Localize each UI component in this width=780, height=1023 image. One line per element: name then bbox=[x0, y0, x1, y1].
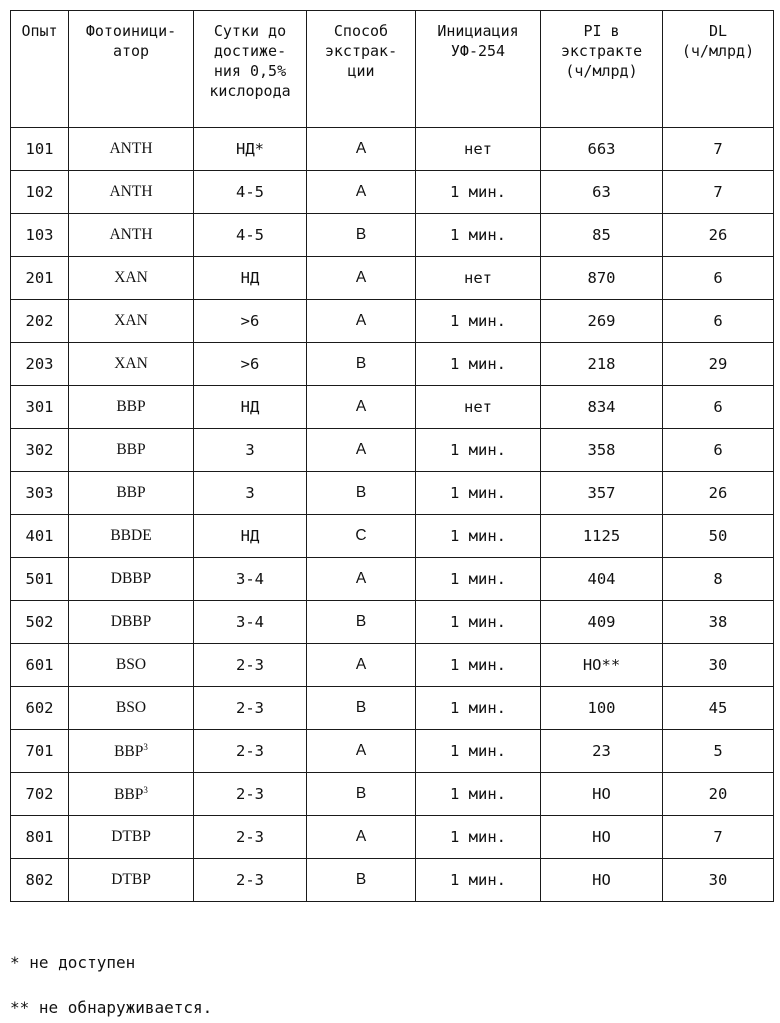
photoinitiator-footnote-ref: 3 bbox=[143, 741, 148, 752]
cell-dl: 26 bbox=[663, 214, 774, 257]
cell-dl: 30 bbox=[663, 644, 774, 687]
cell-method: C bbox=[307, 515, 416, 558]
table-row bbox=[11, 171, 774, 214]
cell-run: 203 bbox=[11, 343, 69, 386]
cell-days: 2-3 bbox=[194, 730, 307, 773]
cell-photoinitiator bbox=[69, 300, 194, 343]
cell-photoinitiator bbox=[69, 386, 194, 429]
cell-photoinitiator bbox=[69, 343, 194, 386]
cell-uv-initiation: 1 мин. bbox=[416, 816, 541, 859]
cell-pi: 23 bbox=[541, 730, 663, 773]
table-row bbox=[11, 687, 774, 730]
header-days-to-oxygen: Сутки до достиже- ния 0,5% кислорода bbox=[194, 11, 307, 128]
table-row bbox=[11, 386, 774, 429]
photoinitiator-name: ANTH bbox=[109, 226, 153, 243]
cell-pi: 663 bbox=[541, 128, 663, 171]
table-row bbox=[11, 773, 774, 816]
cell-uv-initiation: нет bbox=[416, 257, 541, 300]
cell-pi: 1125 bbox=[541, 515, 663, 558]
cell-uv-initiation: 1 мин. bbox=[416, 300, 541, 343]
photoinitiator-footnote-ref: 3 bbox=[143, 784, 148, 795]
cell-photoinitiator bbox=[69, 687, 194, 730]
cell-dl: 29 bbox=[663, 343, 774, 386]
cell-days: >6 bbox=[194, 300, 307, 343]
cell-uv-initiation: 1 мин. bbox=[416, 687, 541, 730]
cell-pi: 404 bbox=[541, 558, 663, 601]
cell-method: A bbox=[307, 644, 416, 687]
photoinitiator-name: XAN bbox=[114, 269, 148, 286]
cell-pi: 870 bbox=[541, 257, 663, 300]
table-body bbox=[11, 128, 774, 902]
photoinitiator-name: XAN bbox=[114, 312, 148, 329]
cell-pi: 85 bbox=[541, 214, 663, 257]
cell-uv-initiation: 1 мин. bbox=[416, 343, 541, 386]
cell-method: A bbox=[307, 816, 416, 859]
cell-uv-initiation: 1 мин. bbox=[416, 859, 541, 902]
table-row bbox=[11, 214, 774, 257]
cell-run: 301 bbox=[11, 386, 69, 429]
cell-pi: НО** bbox=[541, 644, 663, 687]
cell-run: 801 bbox=[11, 816, 69, 859]
cell-dl: 6 bbox=[663, 429, 774, 472]
cell-method: B bbox=[307, 859, 416, 902]
cell-pi: 218 bbox=[541, 343, 663, 386]
table-row bbox=[11, 343, 774, 386]
cell-days: 4-5 bbox=[194, 214, 307, 257]
cell-photoinitiator bbox=[69, 558, 194, 601]
header-row bbox=[11, 11, 774, 128]
cell-pi: 100 bbox=[541, 687, 663, 730]
table-row bbox=[11, 257, 774, 300]
cell-pi: НО bbox=[541, 773, 663, 816]
cell-method: A bbox=[307, 386, 416, 429]
cell-dl: 30 bbox=[663, 859, 774, 902]
footnote-not-detected: ** не обнаруживается. bbox=[10, 998, 213, 1017]
cell-uv-initiation: 1 мин. bbox=[416, 773, 541, 816]
cell-dl: 6 bbox=[663, 386, 774, 429]
cell-days: >6 bbox=[194, 343, 307, 386]
table-row bbox=[11, 644, 774, 687]
header-run: Опыт bbox=[11, 11, 69, 128]
cell-run: 103 bbox=[11, 214, 69, 257]
cell-run: 502 bbox=[11, 601, 69, 644]
photoinitiator-name: BBP bbox=[116, 398, 146, 415]
data-table bbox=[10, 10, 774, 902]
cell-dl: 7 bbox=[663, 171, 774, 214]
photoinitiator-name: BSO bbox=[115, 699, 147, 716]
photoinitiator-name: BBP bbox=[116, 484, 146, 501]
cell-photoinitiator bbox=[69, 859, 194, 902]
cell-run: 401 bbox=[11, 515, 69, 558]
cell-method: A bbox=[307, 429, 416, 472]
cell-run: 101 bbox=[11, 128, 69, 171]
photoinitiator-name: BBP bbox=[114, 785, 144, 803]
cell-uv-initiation: 1 мин. bbox=[416, 644, 541, 687]
table-row bbox=[11, 601, 774, 644]
cell-days: 2-3 bbox=[194, 687, 307, 730]
cell-uv-initiation: нет bbox=[416, 128, 541, 171]
cell-method: B bbox=[307, 601, 416, 644]
table-row bbox=[11, 472, 774, 515]
photoinitiator-name: DTBP bbox=[111, 828, 151, 845]
cell-photoinitiator bbox=[69, 214, 194, 257]
photoinitiator-name: XAN bbox=[114, 355, 148, 372]
cell-method: A bbox=[307, 300, 416, 343]
cell-days: НД bbox=[194, 257, 307, 300]
photoinitiator-name: BSO bbox=[115, 656, 147, 673]
cell-dl: 7 bbox=[663, 816, 774, 859]
cell-method: B bbox=[307, 343, 416, 386]
cell-pi: 834 bbox=[541, 386, 663, 429]
cell-pi: НО bbox=[541, 859, 663, 902]
photoinitiator-name: ANTH bbox=[109, 183, 153, 200]
cell-photoinitiator bbox=[69, 644, 194, 687]
photoinitiator-name: ANTH bbox=[109, 140, 153, 157]
table-row bbox=[11, 429, 774, 472]
table-row bbox=[11, 859, 774, 902]
cell-days: 3-4 bbox=[194, 558, 307, 601]
cell-photoinitiator bbox=[69, 601, 194, 644]
cell-photoinitiator bbox=[69, 429, 194, 472]
cell-photoinitiator bbox=[69, 128, 194, 171]
cell-run: 102 bbox=[11, 171, 69, 214]
cell-uv-initiation: 1 мин. bbox=[416, 601, 541, 644]
cell-method: B bbox=[307, 773, 416, 816]
cell-days: 2-3 bbox=[194, 644, 307, 687]
header-uv-initiation: Инициация УФ-254 bbox=[416, 11, 541, 128]
cell-photoinitiator bbox=[69, 472, 194, 515]
cell-dl: 6 bbox=[663, 300, 774, 343]
cell-run: 303 bbox=[11, 472, 69, 515]
header-extraction-method: Способ экстрак- ции bbox=[307, 11, 416, 128]
cell-run: 602 bbox=[11, 687, 69, 730]
header-dl: DL (ч/млрд) bbox=[663, 11, 774, 128]
cell-photoinitiator bbox=[69, 515, 194, 558]
cell-pi: НО bbox=[541, 816, 663, 859]
photoinitiator-name: DBBP bbox=[110, 570, 152, 587]
cell-photoinitiator bbox=[69, 171, 194, 214]
cell-dl: 26 bbox=[663, 472, 774, 515]
cell-pi: 357 bbox=[541, 472, 663, 515]
table-row bbox=[11, 558, 774, 601]
header-pi-in-extract: PI в экстракте (ч/млрд) bbox=[541, 11, 663, 128]
cell-days: НД bbox=[194, 515, 307, 558]
cell-method: B bbox=[307, 687, 416, 730]
table-row bbox=[11, 300, 774, 343]
cell-method: B bbox=[307, 214, 416, 257]
cell-photoinitiator bbox=[69, 816, 194, 859]
cell-pi: 409 bbox=[541, 601, 663, 644]
cell-uv-initiation: 1 мин. bbox=[416, 558, 541, 601]
cell-method: A bbox=[307, 730, 416, 773]
cell-days: 3 bbox=[194, 472, 307, 515]
cell-run: 201 bbox=[11, 257, 69, 300]
cell-run: 601 bbox=[11, 644, 69, 687]
cell-photoinitiator bbox=[69, 257, 194, 300]
cell-dl: 6 bbox=[663, 257, 774, 300]
photoinitiator-name: DBBP bbox=[110, 613, 152, 630]
footnote-not-available: * не доступен bbox=[10, 953, 136, 972]
cell-method: B bbox=[307, 472, 416, 515]
cell-run: 701 bbox=[11, 730, 69, 773]
cell-pi: 269 bbox=[541, 300, 663, 343]
photoinitiator-name: BBP bbox=[114, 742, 144, 760]
photoinitiator-name: DTBP bbox=[111, 871, 151, 888]
cell-days: 2-3 bbox=[194, 773, 307, 816]
cell-days: 2-3 bbox=[194, 816, 307, 859]
cell-dl: 8 bbox=[663, 558, 774, 601]
cell-run: 501 bbox=[11, 558, 69, 601]
table-row bbox=[11, 128, 774, 171]
cell-dl: 20 bbox=[663, 773, 774, 816]
cell-dl: 7 bbox=[663, 128, 774, 171]
table-row bbox=[11, 515, 774, 558]
cell-days: НД* bbox=[194, 128, 307, 171]
photoinitiator-name: BBDE bbox=[110, 527, 152, 544]
cell-method: A bbox=[307, 171, 416, 214]
cell-dl: 45 bbox=[663, 687, 774, 730]
cell-uv-initiation: 1 мин. bbox=[416, 730, 541, 773]
cell-uv-initiation: 1 мин. bbox=[416, 429, 541, 472]
cell-uv-initiation: 1 мин. bbox=[416, 214, 541, 257]
table-row bbox=[11, 730, 774, 773]
cell-method: A bbox=[307, 257, 416, 300]
cell-pi: 63 bbox=[541, 171, 663, 214]
cell-uv-initiation: 1 мин. bbox=[416, 515, 541, 558]
cell-method: A bbox=[307, 558, 416, 601]
cell-run: 702 bbox=[11, 773, 69, 816]
cell-dl: 38 bbox=[663, 601, 774, 644]
cell-run: 802 bbox=[11, 859, 69, 902]
cell-uv-initiation: 1 мин. bbox=[416, 171, 541, 214]
cell-dl: 5 bbox=[663, 730, 774, 773]
cell-photoinitiator bbox=[69, 773, 194, 816]
cell-days: 2-3 bbox=[194, 859, 307, 902]
table-row bbox=[11, 816, 774, 859]
cell-days: 4-5 bbox=[194, 171, 307, 214]
cell-pi: 358 bbox=[541, 429, 663, 472]
cell-run: 202 bbox=[11, 300, 69, 343]
cell-uv-initiation: 1 мин. bbox=[416, 472, 541, 515]
header-photoinitiator: Фотоиници- атор bbox=[69, 11, 194, 128]
cell-days: НД bbox=[194, 386, 307, 429]
cell-dl: 50 bbox=[663, 515, 774, 558]
cell-days: 3 bbox=[194, 429, 307, 472]
cell-method: A bbox=[307, 128, 416, 171]
photoinitiator-name: BBP bbox=[116, 441, 146, 458]
cell-uv-initiation: нет bbox=[416, 386, 541, 429]
cell-run: 302 bbox=[11, 429, 69, 472]
cell-days: 3-4 bbox=[194, 601, 307, 644]
cell-photoinitiator bbox=[69, 730, 194, 773]
